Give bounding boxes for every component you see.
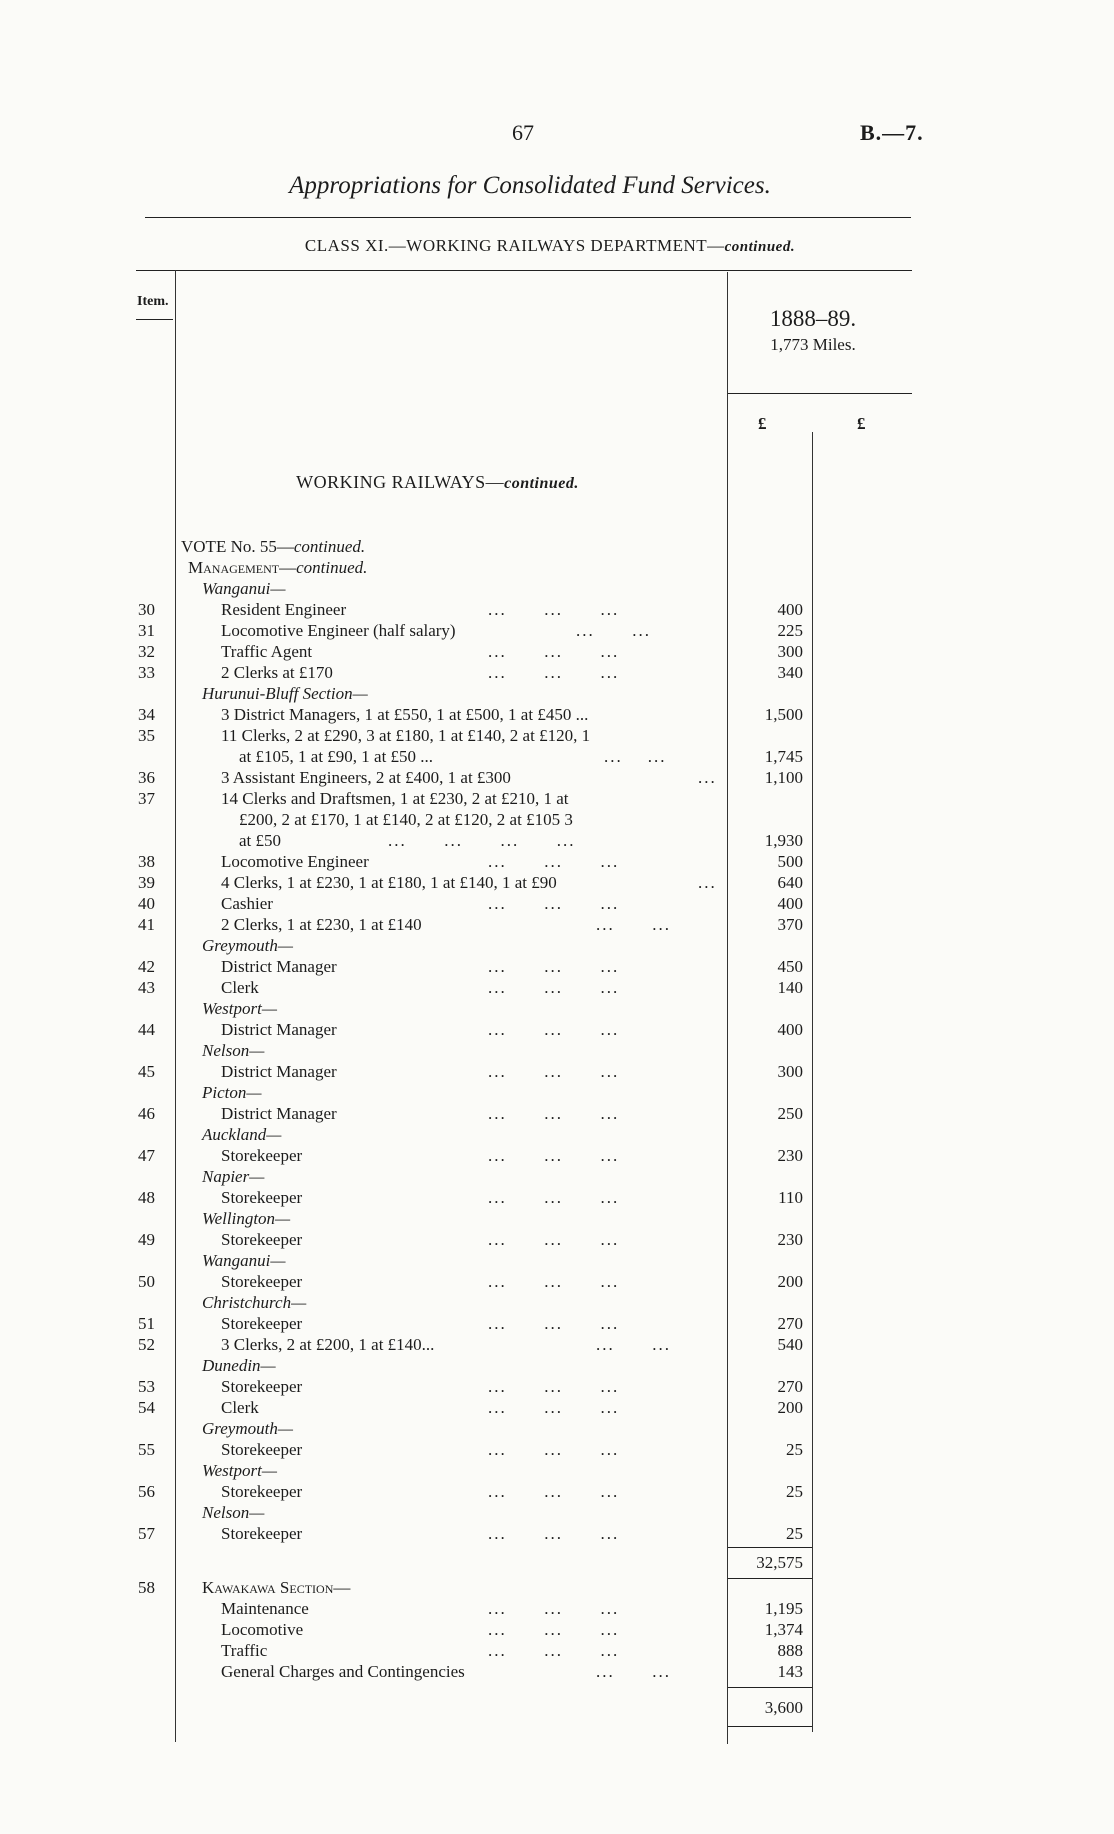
item-number: 30 <box>138 600 155 619</box>
table-row <box>0 1230 1114 1250</box>
table-row <box>0 1620 1114 1640</box>
row-description: at £105, 1 at £90, 1 at £50 ... <box>239 747 434 766</box>
row-description: Locomotive Engineer <box>221 852 369 871</box>
row-description: Storekeeper <box>221 1146 303 1165</box>
row-description: 3 Clerks, 2 at £200, 1 at £140... <box>221 1335 435 1354</box>
row-amount: 1,100 <box>764 768 803 787</box>
table-row <box>0 600 1114 620</box>
item-number: 33 <box>138 663 155 682</box>
table-row <box>0 1461 1114 1481</box>
row-description: at £50 <box>239 831 282 850</box>
row-description: Wanganui— <box>202 579 286 598</box>
item-number: 45 <box>138 1062 155 1081</box>
item-column-header: Item. <box>137 294 169 309</box>
table-row <box>0 999 1114 1019</box>
leader-dots: ... ... ... ... <box>388 831 576 850</box>
item-number: 44 <box>138 1020 155 1039</box>
item-number: 54 <box>138 1398 155 1417</box>
table-row <box>0 1524 1114 1544</box>
subtotal-row <box>0 1553 1114 1573</box>
row-amount: 640 <box>777 873 803 892</box>
row-description: Greymouth— <box>202 936 293 955</box>
row-amount: 1,500 <box>764 705 803 724</box>
table-row <box>0 1335 1114 1355</box>
table-row <box>0 1440 1114 1460</box>
row-amount: 340 <box>777 663 803 682</box>
year-header: 1888–89. <box>769 306 857 331</box>
row-description: Westport— <box>202 999 277 1018</box>
year-header-rule <box>728 393 912 394</box>
table-row <box>0 1251 1114 1271</box>
row-amount: 250 <box>777 1104 803 1123</box>
row-description: District Manager <box>221 1062 337 1081</box>
row-amount: 110 <box>778 1188 803 1207</box>
leader-dots: ... ... ... <box>488 1377 620 1396</box>
row-description: 3 Assistant Engineers, 2 at £400, 1 at £300 <box>221 768 511 787</box>
row-description: Storekeeper <box>221 1377 303 1396</box>
table-row <box>0 726 1114 746</box>
row-amount: 540 <box>777 1335 803 1354</box>
leader-dots: ... ... ... <box>488 1272 620 1291</box>
table-row <box>0 1125 1114 1145</box>
table-row <box>0 705 1114 725</box>
management-continued: continued. <box>296 558 368 577</box>
table-row <box>0 684 1114 704</box>
leader-dots: ... ... ... <box>488 663 620 682</box>
item-number: 35 <box>138 726 155 745</box>
table-row <box>0 915 1114 935</box>
table-row <box>0 1272 1114 1292</box>
row-amount: 25 <box>786 1524 803 1543</box>
row-description: 2 Clerks, 1 at £230, 1 at £140 <box>221 915 422 934</box>
row-amount: 400 <box>777 894 803 913</box>
item-header-rule <box>136 319 173 320</box>
table-row <box>0 936 1114 956</box>
subtotal-amount: 32,575 <box>756 1553 803 1572</box>
item-number: 34 <box>138 705 155 724</box>
table-row <box>0 1041 1114 1061</box>
row-amount: 370 <box>777 915 803 934</box>
table-row <box>0 1599 1114 1619</box>
row-description: District Manager <box>221 957 337 976</box>
row-amount: 1,374 <box>764 1620 803 1639</box>
table-row <box>0 747 1114 767</box>
row-description: Maintenance <box>221 1599 309 1618</box>
table-top-rule <box>136 270 912 271</box>
leader-dots: ... ... <box>576 621 651 640</box>
table-row <box>0 1578 1114 1598</box>
section-title-text: WORKING RAILWAYS— <box>296 472 505 492</box>
row-amount: 200 <box>777 1398 803 1417</box>
table-row <box>0 621 1114 641</box>
leader-dots: ... ... ... <box>488 1524 620 1543</box>
table-row <box>0 852 1114 872</box>
leader-dots: ... ... ... <box>488 1641 620 1660</box>
row-description: Storekeeper <box>221 1524 303 1543</box>
title-rule <box>145 217 911 218</box>
currency-symbol-2: £ <box>857 414 866 433</box>
table-row <box>0 1482 1114 1502</box>
table-row <box>0 1167 1114 1187</box>
leader-dots: ... ... <box>604 747 667 766</box>
document-reference: B.—7. <box>860 120 924 145</box>
row-amount: 25 <box>786 1482 803 1501</box>
row-amount: 270 <box>777 1377 803 1396</box>
table-row <box>0 957 1114 977</box>
row-amount: 143 <box>777 1662 803 1681</box>
item-number: 56 <box>138 1482 155 1501</box>
section-title-continued: continued. <box>504 475 579 492</box>
row-description: Locomotive <box>221 1620 304 1639</box>
vote-text: VOTE No. 55— <box>181 537 294 556</box>
leader-dots: ... ... ... <box>488 1398 620 1417</box>
row-description: Storekeeper <box>221 1482 303 1501</box>
table-row <box>0 579 1114 599</box>
leader-dots: ... ... ... <box>488 1440 620 1459</box>
class-title-text: CLASS XI.—WORKING RAILWAYS DEPARTMENT— <box>304 236 725 255</box>
leader-dots: ... ... ... <box>488 894 620 913</box>
row-amount: 230 <box>777 1146 803 1165</box>
table-row <box>0 1641 1114 1661</box>
row-amount: 1,745 <box>764 747 803 766</box>
subtotal-rule <box>728 1547 812 1548</box>
total-amount: 3,600 <box>764 1698 803 1717</box>
row-amount: 400 <box>777 1020 803 1039</box>
class-title-continued: continued. <box>724 239 796 255</box>
row-amount: 230 <box>777 1230 803 1249</box>
table-row <box>0 1398 1114 1418</box>
row-amount: 888 <box>777 1641 803 1660</box>
table-row <box>0 810 1114 830</box>
miles-header: 1,773 Miles. <box>770 335 856 354</box>
table-row <box>0 1377 1114 1397</box>
item-number: 53 <box>138 1377 155 1396</box>
row-description: £200, 2 at £170, 1 at £140, 2 at £120, 2 at £105 3 <box>239 810 573 829</box>
item-number: 42 <box>138 957 155 976</box>
leader-dots: ... ... ... <box>488 978 620 997</box>
leader-dots: ... ... <box>596 915 671 934</box>
item-number: 38 <box>138 852 155 871</box>
item-number: 58 <box>138 1578 155 1597</box>
row-description: 2 Clerks at £170 <box>221 663 333 682</box>
page-number: 67 <box>512 120 534 145</box>
total-bottom-rule <box>728 1726 812 1727</box>
table-row <box>0 894 1114 914</box>
table-row <box>0 1419 1114 1439</box>
row-amount: 270 <box>777 1314 803 1333</box>
row-description: Westport— <box>202 1461 277 1480</box>
page-title: Appropriations for Consolidated Fund Services. <box>289 172 771 199</box>
leader-dots: ... ... ... <box>488 1062 620 1081</box>
leader-dots: ... ... ... <box>488 1188 620 1207</box>
row-amount: 225 <box>777 621 803 640</box>
row-description: District Manager <box>221 1104 337 1123</box>
row-description: Picton— <box>202 1083 262 1102</box>
leader-dots: ... ... ... <box>488 642 620 661</box>
management-text: Management— <box>188 558 297 577</box>
row-description: Clerk <box>221 1398 259 1417</box>
row-description: 4 Clerks, 1 at £230, 1 at £180, 1 at £140, 1 at £90 <box>221 873 557 892</box>
management-heading <box>0 558 1114 578</box>
row-description: Storekeeper <box>221 1230 303 1249</box>
row-amount: 500 <box>777 852 803 871</box>
row-description: Napier— <box>202 1167 265 1186</box>
table-row <box>0 663 1114 683</box>
row-description: General Charges and Contingencies <box>221 1662 465 1681</box>
table-row <box>0 642 1114 662</box>
row-description: Storekeeper <box>221 1314 303 1333</box>
row-description: Nelson— <box>202 1041 265 1060</box>
item-number: 50 <box>138 1272 155 1291</box>
row-description: Dunedin— <box>202 1356 276 1375</box>
row-description: Locomotive Engineer (half salary) <box>221 621 456 640</box>
row-description: Storekeeper <box>221 1272 303 1291</box>
row-description: Traffic <box>221 1641 268 1660</box>
row-amount: 200 <box>777 1272 803 1291</box>
row-description: Hurunui-Bluff Section— <box>202 684 368 703</box>
row-description: Auckland— <box>202 1125 282 1144</box>
leader-dots: ... ... ... <box>488 1599 620 1618</box>
leader-dots: ... <box>698 873 717 892</box>
table-row <box>0 789 1114 809</box>
leader-dots: ... ... ... <box>488 600 620 619</box>
leader-dots: ... ... ... <box>488 1104 620 1123</box>
row-description: Cashier <box>221 894 273 913</box>
item-number: 46 <box>138 1104 155 1123</box>
table-row <box>0 1293 1114 1313</box>
leader-dots: ... <box>698 768 717 787</box>
row-amount: 400 <box>777 600 803 619</box>
leader-dots: ... ... ... <box>488 957 620 976</box>
item-number: 41 <box>138 915 155 934</box>
currency-symbol-1: £ <box>758 414 767 433</box>
class-title <box>150 236 950 256</box>
row-description: Storekeeper <box>221 1440 303 1459</box>
row-amount: 300 <box>777 642 803 661</box>
table-row <box>0 1104 1114 1124</box>
section-title <box>150 472 725 493</box>
row-description: 14 Clerks and Draftsmen, 1 at £230, 2 at £210, 1 at <box>221 789 569 808</box>
leader-dots: ... ... ... <box>488 1146 620 1165</box>
leader-dots: ... ... <box>596 1662 671 1681</box>
leader-dots: ... ... ... <box>488 1230 620 1249</box>
row-description: Storekeeper <box>221 1188 303 1207</box>
table-row <box>0 768 1114 788</box>
row-description: 11 Clerks, 2 at £290, 3 at £180, 1 at £140, 2 at £120, 1 <box>221 726 591 745</box>
item-number: 49 <box>138 1230 155 1249</box>
item-number: 47 <box>138 1146 155 1165</box>
table-row <box>0 1188 1114 1208</box>
row-description: Kawakawa Section— <box>202 1578 351 1597</box>
total-row <box>0 1698 1114 1718</box>
item-number: 32 <box>138 642 155 661</box>
table-row <box>0 831 1114 851</box>
leader-dots: ... ... ... <box>488 1620 620 1639</box>
row-amount: 25 <box>786 1440 803 1459</box>
row-amount: 140 <box>777 978 803 997</box>
item-number: 40 <box>138 894 155 913</box>
table-row <box>0 1314 1114 1334</box>
leader-dots: ... ... <box>596 1335 671 1354</box>
item-number: 48 <box>138 1188 155 1207</box>
table-row <box>0 978 1114 998</box>
row-description: Greymouth— <box>202 1419 293 1438</box>
row-amount: 1,195 <box>764 1599 803 1618</box>
table-row <box>0 1020 1114 1040</box>
leader-dots: ... ... ... <box>488 1314 620 1333</box>
item-number: 51 <box>138 1314 155 1333</box>
table-row <box>0 1146 1114 1166</box>
item-number: 31 <box>138 621 155 640</box>
table-row <box>0 1356 1114 1376</box>
table-row <box>0 1062 1114 1082</box>
leader-dots: ... ... ... <box>488 1482 620 1501</box>
table-row <box>0 873 1114 893</box>
item-number: 36 <box>138 768 155 787</box>
row-description: Christchurch— <box>202 1293 307 1312</box>
row-description: Clerk <box>221 978 259 997</box>
leader-dots: ... ... ... <box>488 1020 620 1039</box>
row-description: Wanganui— <box>202 1251 286 1270</box>
vote-heading <box>0 537 1114 557</box>
row-amount: 450 <box>777 957 803 976</box>
item-number: 39 <box>138 873 155 892</box>
row-description: Resident Engineer <box>221 600 347 619</box>
table-row <box>0 1662 1114 1682</box>
row-description: Nelson— <box>202 1503 265 1522</box>
item-number: 43 <box>138 978 155 997</box>
leader-dots: ... ... ... <box>488 852 620 871</box>
table-row <box>0 1209 1114 1229</box>
row-amount: 1,930 <box>764 831 803 850</box>
item-number: 55 <box>138 1440 155 1459</box>
total-rule <box>728 1687 812 1688</box>
table-row <box>0 1503 1114 1523</box>
table-row <box>0 1083 1114 1103</box>
row-amount: 300 <box>777 1062 803 1081</box>
vote-continued: continued. <box>293 537 366 556</box>
row-description: District Manager <box>221 1020 337 1039</box>
item-number: 37 <box>138 789 155 808</box>
row-description: Wellington— <box>202 1209 291 1228</box>
row-description: Traffic Agent <box>221 642 313 661</box>
row-description: 3 District Managers, 1 at £550, 1 at £500, 1 at £450 ... <box>221 705 589 724</box>
item-number: 57 <box>138 1524 155 1543</box>
item-number: 52 <box>138 1335 155 1354</box>
